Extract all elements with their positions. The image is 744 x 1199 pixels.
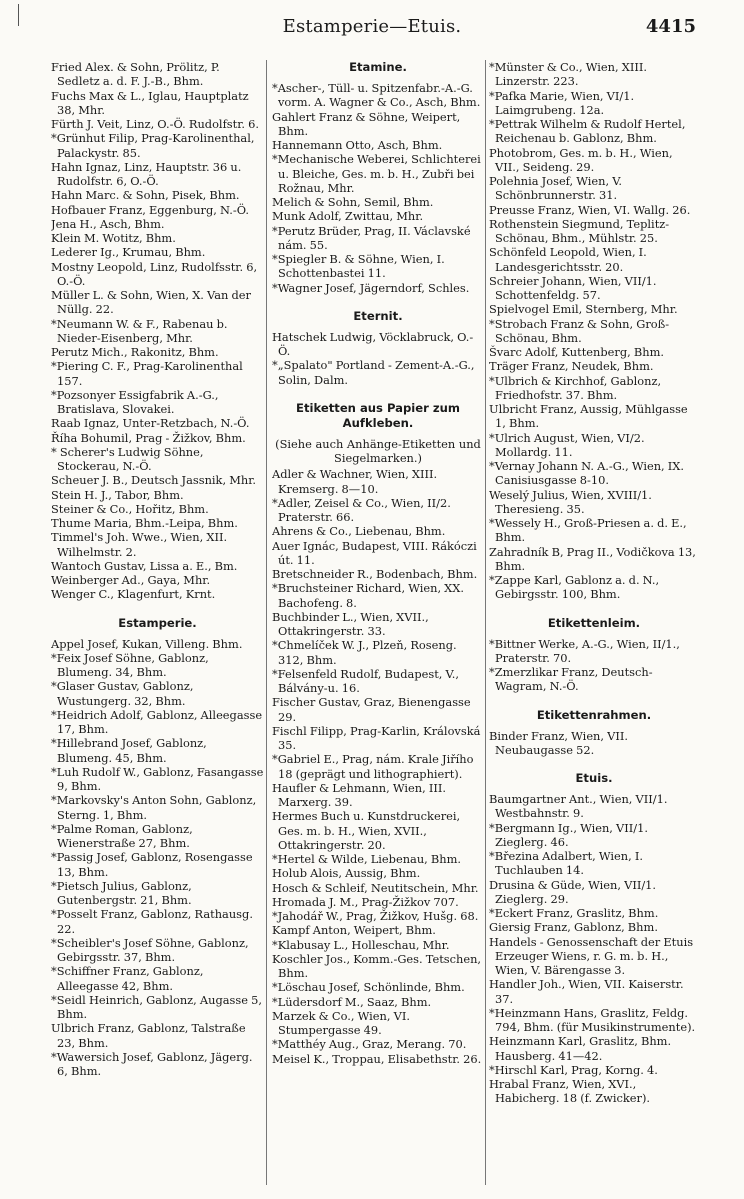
directory-entry: *Spiegler B. & Söhne, Wien, I. Schottenbastei 11. <box>272 252 445 281</box>
directory-entry: *Löschau Josef, Schönlinde, Bhm. <box>272 980 465 995</box>
directory-entry: *Bruchsteiner Richard, Wien, XX. Bachofeng. 8. <box>272 581 465 610</box>
directory-entry: Auer Ignác, Budapest, VIII. Rákóczi út. 11. <box>272 538 477 567</box>
directory-entry: *Heidrich Adolf, Gablonz, Alleegasse 17, Bhm. <box>51 707 263 736</box>
directory-entry: *Ascher-, Tüll- u. Spitzenfabr.-A.-G. vorm. A. Wagner & Co., Asch, Bhm. <box>272 81 481 110</box>
directory-entry: *Bergmann Ig., Wien, VII/1. Zieglerg. 46. <box>489 820 648 849</box>
directory-entry: Fuchs Max & L., Iglau, Hauptplatz 38, Mhr. <box>51 88 249 117</box>
directory-entry: Lederer Ig., Krumau, Bhm. <box>51 245 206 260</box>
directory-entry: *Pietsch Julius, Gablonz, Gutenbergstr. 21, Bhm. <box>51 878 192 907</box>
directory-entry: *Strobach Franz & Sohn, Groß-Schönau, Bhm. <box>489 316 670 345</box>
directory-entry: Melich & Sohn, Semil, Bhm. <box>272 195 434 209</box>
directory-entry: *Schiffner Franz, Gablonz, Alleegasse 42, Bhm. <box>51 964 204 993</box>
directory-entry: *Passig Josef, Gablonz, Rosengasse 13, Bhm. <box>51 850 253 879</box>
directory-entry: Říha Bohumil, Prag - Žižkov, Bhm. <box>51 430 246 445</box>
directory-entry: *Bittner Werke, A.-G., Wien, II/1., Praterstr. 70. <box>489 636 680 665</box>
directory-entry: Giersig Franz, Gablonz, Bhm. <box>489 920 658 935</box>
directory-entry: Stein H. J., Tabor, Bhm. <box>51 487 184 502</box>
running-title: Estamperie—Etuis. <box>282 16 462 37</box>
directory-entry: Hatschek Ludwig, Vöcklabruck, O.-Ö. <box>272 329 474 358</box>
directory-entry: Preusse Franz, Wien, VI. Wallg. 26. <box>489 202 691 217</box>
directory-entry: Bretschneider R., Bodenbach, Bhm. <box>272 567 478 581</box>
directory-entry: *Luh Rudolf W., Gablonz, Fasangasse 9, Bhm. <box>51 764 264 793</box>
directory-entry: Holub Alois, Aussig, Bhm. <box>272 866 421 881</box>
directory-entry: Rothenstein Siegmund, Teplitz-Schönau, Bhm., Mühlstr. 25. <box>489 216 670 245</box>
directory-entry: Haufler & Lehmann, Wien, III. Marxerg. 39. <box>272 780 446 809</box>
directory-entry: *Adler, Zeisel & Co., Wien, II/2. Praterstr. 66. <box>272 495 451 524</box>
directory-entry: *Klabusay L., Holleschau, Mhr. <box>272 937 450 952</box>
directory-entry: Fischl Filipp, Prag-Karlin, Královská 35. <box>272 723 481 752</box>
directory-entry: *Heinzmann Hans, Graslitz, Feldg. 794, Bhm. (für Musikinstrumente). <box>489 1005 696 1034</box>
directory-entry: *Glaser Gustav, Gablonz, Wustungerg. 32, Bhm. <box>51 679 194 708</box>
directory-entry: Kampf Anton, Weipert, Bhm. <box>272 923 436 938</box>
directory-entry: Hahn Ignaz, Linz, Hauptstr. 36 u. Rudolfstr. 6, O.-Ö. <box>51 159 242 188</box>
directory-entry: Koschler Jos., Komm.-Ges. Tetschen, Bhm. <box>272 951 482 980</box>
section-heading: Eternit. <box>353 308 403 323</box>
directory-entry: Fürth J. Veit, Linz, O.-Ö. Rudolfstr. 6. <box>51 117 260 131</box>
directory-entry: Polehnia Josef, Wien, V. Schönbrunnerstr. 31. <box>489 174 623 203</box>
directory-entry: Švarc Adolf, Kuttenberg, Bhm. <box>489 345 665 359</box>
directory-entry: Hofbauer Franz, Eggenburg, N.-Ö. <box>51 202 250 217</box>
directory-entry: *Felsenfeld Rudolf, Budapest, V., Bálvány-u. 16. <box>272 666 460 695</box>
directory-entry: Müller L. & Sohn, Wien, X. Van der Nüllg. 22. <box>51 288 251 317</box>
directory-entry: *Münster & Co., Wien, XIII. Linzerstr. 223. <box>489 60 647 89</box>
directory-entry: *Mechanische Weberei, Schlichterei u. Bleiche, Ges. m. b. H., Zubři bei Rožnau, Mhr. <box>272 152 481 195</box>
directory-entry: *Pozsonyer Essigfabrik A.-G., Bratislava, Slovakei. <box>51 387 219 416</box>
directory-entry: Drusina & Güde, Wien, VII/1. Zieglerg. 29. <box>489 877 657 906</box>
directory-entry: *Wawersich Josef, Gablonz, Jägerg. 6, Bhm. <box>51 1049 253 1078</box>
directory-entry: Wenger C., Klagenfurt, Krnt. <box>51 587 216 602</box>
directory-entry: *Wagner Josef, Jägerndorf, Schles. <box>272 280 470 295</box>
directory-entry: Binder Franz, Wien, VII. Neubaugasse 52. <box>489 728 628 757</box>
directory-entry: Thume Maria, Bhm.-Leipa, Bhm. <box>51 516 238 530</box>
directory-entry: Meisel K., Troppau, Elisabethstr. 26. <box>272 1051 482 1066</box>
directory-entry: Jena H., Asch, Bhm. <box>51 216 165 231</box>
columns <box>51 60 699 1185</box>
section-heading: Etuis. <box>575 771 613 785</box>
section-heading: Etiketten aus Papier zum Aufkleben. <box>296 400 460 430</box>
directory-entry: *Eckert Franz, Graslitz, Bhm. <box>489 906 659 920</box>
directory-entry: Photobrom, Ges. m. b. H., Wien, VII., Seideng. 29. <box>489 145 673 174</box>
directory-entry: Spielvogel Emil, Sternberg, Mhr. <box>489 302 678 317</box>
directory-entry: *Wessely H., Groß-Priesen a. d. E., Bhm. <box>489 516 687 545</box>
directory-entry: *Vernay Johann N. A.-G., Wien, IX. Canisiusgasse 8-10. <box>489 459 685 488</box>
directory-entry: *Palme Roman, Gablonz, Wienerstraße 27, Bhm. <box>51 821 193 850</box>
directory-entry: *Pettrak Wilhelm & Rudolf Hertel, Reichenau b. Gablonz, Bhm. <box>489 117 686 146</box>
directory-entry: Fried Alex. & Sohn, Prölitz, P. Sedletz a. d. F. J.-B., Bhm. <box>51 60 220 89</box>
section-note: (Siehe auch Anhänge-Etiketten und Siegelmarken.) <box>275 436 481 465</box>
directory-entry: *Gabriel E., Prag, nám. Krale Jiřího 18 (geprägt und lithographiert). <box>272 752 474 781</box>
directory-entry: *Hillebrand Josef, Gablonz, Blumeng. 45, Bhm. <box>51 736 207 765</box>
directory-entry: Weinberger Ad., Gaya, Mhr. <box>51 573 211 587</box>
directory-entry: Wantoch Gustav, Lissa a. E., Bm. <box>51 558 238 573</box>
directory-entry: *Ulrich August, Wien, VI/2. Mollardg. 11. <box>489 430 645 459</box>
directory-entry: Timmel's Joh. Wwe., Wien, XII. Wilhelmstr. 2. <box>51 530 228 559</box>
section-heading: Etikettenleim. <box>547 615 641 630</box>
directory-entry: Ulbricht Franz, Aussig, Mühlgasse 1, Bhm. <box>489 402 688 431</box>
directory-entry: Adler & Wachner, Wien, XIII. Kremserg. 8—10. <box>272 467 438 496</box>
directory-entry: *Chmelíček W. J., Plzeň, Roseng. 312, Bhm. <box>272 638 457 667</box>
directory-entry: *Zappe Karl, Gablonz a. d. N., Gebirgsstr. 100, Bhm. <box>489 573 660 602</box>
directory-entry: Träger Franz, Neudek, Bhm. <box>489 359 654 374</box>
directory-entry: Klein M. Wotitz, Bhm. <box>51 231 176 245</box>
directory-entry: Hermes Buch u. Kunstdruckerei, Ges. m. b. H., Wien, XVII., Ottakringerstr. 20. <box>272 809 461 852</box>
directory-entry: *„Spalato" Portland - Zement-A.-G., Solin, Dalm. <box>272 358 475 387</box>
directory-entry: Schönfeld Leopold, Wien, I. Landesgerichtsstr. 20. <box>489 245 647 274</box>
column-right <box>489 60 699 1185</box>
directory-entry: Steiner & Co., Hořitz, Bhm. <box>51 501 209 516</box>
page-number: 4415 <box>645 16 696 37</box>
section-heading: Etamine. <box>349 60 407 74</box>
directory-entry: Fischer Gustav, Graz, Bienengasse 29. <box>272 695 471 724</box>
section-heading: Etikettenrahmen. <box>536 707 652 722</box>
directory-entry: Heinzmann Karl, Graslitz, Bhm. Hausberg. 41—42. <box>489 1034 672 1063</box>
directory-entry: *Feix Josef Söhne, Gablonz, Blumeng. 34, Bhm. <box>51 650 209 679</box>
directory-entry: Buchbinder L., Wien, XVII., Ottakringerstr. 33. <box>272 609 429 638</box>
directory-entry: *Markovsky's Anton Sohn, Gablonz, Sterng. 1, Bhm. <box>51 793 257 822</box>
directory-entry: Mostny Leopold, Linz, Rudolfsstr. 6, O.-Ö. <box>51 259 258 288</box>
directory-entry: Raab Ignaz, Unter-Retzbach, N.-Ö. <box>51 416 250 431</box>
directory-entry: *Scheibler's Josef Söhne, Gablonz, Gebirgsstr. 37, Bhm. <box>51 935 249 964</box>
directory-entry: Schreier Johann, Wien, VII/1. Schottenfeldg. 57. <box>489 273 657 302</box>
directory-entry: Appel Josef, Kukan, Villeng. Bhm. <box>51 636 243 651</box>
directory-entry: *Hirschl Karl, Prag, Korng. 4. <box>489 1062 658 1077</box>
directory-entry: *Neumann W. & F., Rabenau b. Nieder-Eisenberg, Mhr. <box>51 316 228 345</box>
directory-entry: Hrabal Franz, Wien, XVI., Habicherg. 18 (f. Zwicker). <box>489 1077 651 1106</box>
directory-entry: Ulbrich Franz, Gablonz, Talstraße 23, Bhm. <box>51 1021 246 1050</box>
directory-entry: Hahn Marc. & Sohn, Pisek, Bhm. <box>51 188 240 203</box>
directory-entry: Baumgartner Ant., Wien, VII/1. Westbahnstr. 9. <box>489 792 668 821</box>
column-middle <box>272 60 484 1185</box>
directory-entry: *Posselt Franz, Gablonz, Rathausg. 22. <box>51 907 253 936</box>
directory-entry: *Seidl Heinrich, Gablonz, Augasse 5, Bhm. <box>51 992 262 1021</box>
section-heading: Estamperie. <box>118 615 197 630</box>
directory-entry: *Zmerzlikar Franz, Deutsch-Wagram, N.-Ö. <box>489 665 653 694</box>
directory-entry: Hannemann Otto, Asch, Bhm. <box>272 138 443 152</box>
directory-entry: *Březina Adalbert, Wien, I. Tuchlauben 14. <box>489 849 643 878</box>
directory-entry: *Ulbrich & Kirchhof, Gablonz, Friedhofstr. 37. Bhm. <box>489 373 662 402</box>
directory-entry: Zahradník B, Prag II., Vodičkova 13, Bhm. <box>489 544 696 573</box>
directory-entry: *Jahodář W., Prag, Žižkov, Hušg. 68. <box>272 909 479 923</box>
directory-entry: Handels - Genossenschaft der Etuis Erzeuger Wiens, r. G. m. b. H., Wien, V. Bärengasse 3. <box>489 934 694 977</box>
directory-entry: Weselý Julius, Wien, XVIII/1. Theresieng. 35. <box>489 487 652 516</box>
directory-entry: Perutz Mich., Rakonitz, Bhm. <box>51 345 219 359</box>
directory-entry: Gahlert Franz & Söhne, Weipert, Bhm. <box>272 109 461 138</box>
page-header <box>0 16 744 42</box>
directory-entry: Scheuer J. B., Deutsch Jassnik, Mhr. <box>51 473 257 488</box>
directory-entry: *Matthéy Aug., Graz, Merang. 70. <box>272 1037 467 1052</box>
directory-entry: Handler Joh., Wien, VII. Kaiserstr. 37. <box>489 977 684 1006</box>
directory-entry: Munk Adolf, Zwittau, Mhr. <box>272 209 424 224</box>
directory-entry: *Hertel & Wilde, Liebenau, Bhm. <box>272 852 462 866</box>
directory-entry: *Pafka Marie, Wien, VI/1. Laimgrubeng. 12a. <box>489 88 635 117</box>
directory-entry: *Piering C. F., Prag-Karolinenthal 157. <box>51 359 243 388</box>
directory-entry: * Scherer's Ludwig Söhne, Stockerau, N.-Ö. <box>51 444 204 473</box>
directory-entry: Hromada J. M., Prag-Žižkov 707. <box>272 894 459 909</box>
directory-entry: Hosch & Schleif, Neutitschein, Mhr. <box>272 880 479 895</box>
directory-entry: *Lüdersdorf M., Saaz, Bhm. <box>272 994 432 1009</box>
column-left <box>51 60 264 1185</box>
directory-entry: *Perutz Brüder, Prag, II. Václavské nám. 55. <box>272 223 471 252</box>
directory-entry: *Grünhut Filip, Prag-Karolinenthal, Palackystr. 85. <box>51 131 255 160</box>
directory-entry: Ahrens & Co., Liebenau, Bhm. <box>272 524 446 539</box>
directory-entry: Marzek & Co., Wien, VI. Stumpergasse 49. <box>272 1008 410 1037</box>
